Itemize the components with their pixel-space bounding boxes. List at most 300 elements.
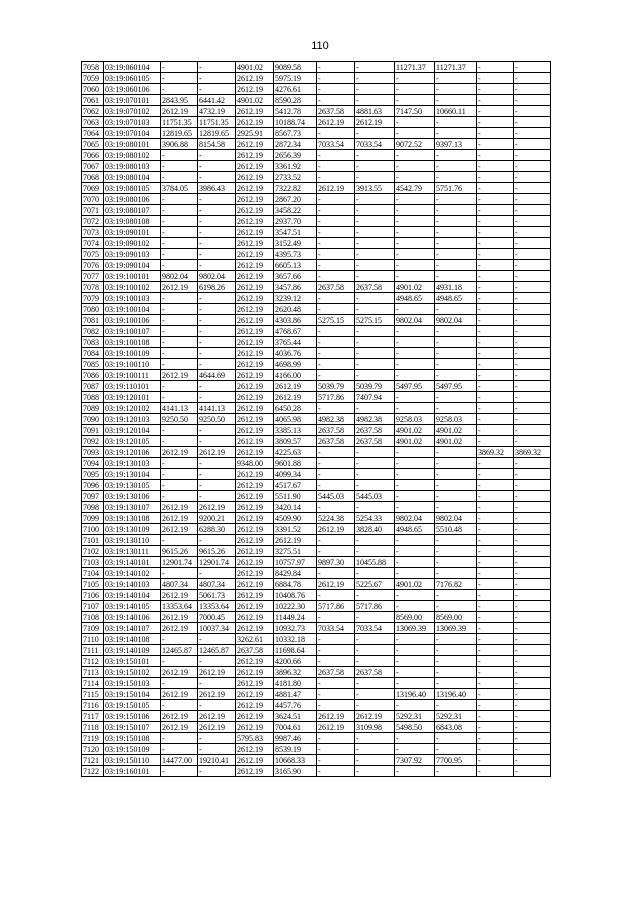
table-cell: -	[514, 601, 551, 612]
table-cell: 7067	[82, 161, 104, 172]
table-cell: 03:19:100103	[104, 293, 161, 304]
table-cell: -	[477, 689, 514, 700]
table-cell: 4200.66	[274, 656, 317, 667]
table-cell: -	[317, 326, 355, 337]
table-row	[82, 502, 551, 513]
table-cell: -	[355, 645, 395, 656]
table-cell: -	[317, 535, 355, 546]
table-cell: 7118	[82, 722, 104, 733]
table-cell: 03:19:060104	[104, 62, 161, 73]
table-cell: 2612.19	[236, 194, 274, 205]
table-cell: -	[198, 436, 236, 447]
table-row	[82, 601, 551, 612]
table-cell: 03:19:150106	[104, 711, 161, 722]
table-cell: 3165.90	[274, 766, 317, 777]
table-row	[82, 447, 551, 458]
table-cell: 2612.19	[161, 722, 198, 733]
table-cell: -	[435, 491, 477, 502]
table-cell: -	[477, 557, 514, 568]
table-cell: 2843.95	[161, 95, 198, 106]
table-cell: 03:19:150109	[104, 744, 161, 755]
table-cell: 7076	[82, 260, 104, 271]
table-cell: 9258.03	[435, 414, 477, 425]
table-cell: 10332.18	[274, 634, 317, 645]
table-cell: 4901.02	[435, 436, 477, 447]
table-cell: -	[477, 458, 514, 469]
table-row	[82, 513, 551, 524]
table-cell: 03:19:120103	[104, 414, 161, 425]
table-cell: 9802.04	[395, 315, 435, 326]
table-cell: 10455.88	[355, 557, 395, 568]
table-cell: -	[395, 337, 435, 348]
table-cell: 10037.34	[198, 623, 236, 634]
table-cell: 2612.19	[198, 689, 236, 700]
table-row	[82, 711, 551, 722]
table-cell: -	[395, 194, 435, 205]
table-cell: -	[198, 326, 236, 337]
table-cell: 9250.50	[198, 414, 236, 425]
table-cell: -	[198, 458, 236, 469]
table-row	[82, 645, 551, 656]
table-cell: 11449.24	[274, 612, 317, 623]
table-cell: -	[514, 458, 551, 469]
table-cell: 2612.19	[317, 117, 355, 128]
table-cell: 03:19:140105	[104, 601, 161, 612]
table-row	[82, 491, 551, 502]
table-cell: 03:19:150105	[104, 700, 161, 711]
table-cell: 7112	[82, 656, 104, 667]
table-cell: 2925.91	[236, 128, 274, 139]
table-cell: -	[477, 711, 514, 722]
table-cell: 2612.19	[236, 436, 274, 447]
table-row	[82, 194, 551, 205]
table-cell: -	[161, 326, 198, 337]
table-cell: 12819.65	[161, 128, 198, 139]
table-cell: 2612.19	[236, 700, 274, 711]
table-cell: -	[435, 678, 477, 689]
table-cell: 03:19:150101	[104, 656, 161, 667]
table-cell: -	[355, 348, 395, 359]
table-cell: 2612.19	[236, 403, 274, 414]
table-cell: 7101	[82, 535, 104, 546]
table-cell: -	[161, 337, 198, 348]
table-cell: -	[161, 172, 198, 183]
table-cell: -	[477, 722, 514, 733]
table-cell: -	[317, 348, 355, 359]
table-row	[82, 458, 551, 469]
table-row	[82, 84, 551, 95]
table-cell: -	[355, 62, 395, 73]
table-cell: 03:19:130103	[104, 458, 161, 469]
table-cell: -	[317, 271, 355, 282]
table-cell: -	[198, 73, 236, 84]
table-cell: -	[514, 425, 551, 436]
table-cell: -	[355, 293, 395, 304]
table-cell: 03:19:100110	[104, 359, 161, 370]
table-cell: -	[514, 183, 551, 194]
table-cell: -	[435, 590, 477, 601]
table-cell: 7098	[82, 502, 104, 513]
table-cell: 2612.19	[161, 106, 198, 117]
table-cell: 9601.88	[274, 458, 317, 469]
table-cell: 7083	[82, 337, 104, 348]
table-cell: -	[514, 238, 551, 249]
table-cell: 2612.19	[161, 689, 198, 700]
table-cell: -	[395, 645, 435, 656]
table-row	[82, 205, 551, 216]
table-cell: -	[514, 260, 551, 271]
table-cell: -	[477, 271, 514, 282]
table-cell: 7033.54	[317, 623, 355, 634]
table-cell: -	[435, 645, 477, 656]
table-cell: -	[395, 370, 435, 381]
table-cell: 10222.30	[274, 601, 317, 612]
table-cell: 3765.44	[274, 337, 317, 348]
table-cell: -	[198, 315, 236, 326]
table-cell: -	[161, 491, 198, 502]
table-cell: -	[161, 436, 198, 447]
table-cell: -	[317, 95, 355, 106]
table-cell: -	[198, 700, 236, 711]
table-cell: 2612.19	[236, 73, 274, 84]
table-cell: 2612.19	[236, 667, 274, 678]
table-cell: 4982.38	[317, 414, 355, 425]
table-cell: 2612.19	[236, 84, 274, 95]
table-cell: 2612.19	[236, 315, 274, 326]
table-cell: 13353.64	[198, 601, 236, 612]
table-cell: -	[161, 249, 198, 260]
table-cell: -	[317, 733, 355, 744]
table-cell: -	[514, 711, 551, 722]
table-cell: -	[477, 128, 514, 139]
table-cell: 03:19:130110	[104, 535, 161, 546]
table-cell: -	[477, 326, 514, 337]
table-cell: 11751.35	[161, 117, 198, 128]
table-cell: 7107	[82, 601, 104, 612]
table-cell: 7113	[82, 667, 104, 678]
table-cell: 6441.42	[198, 95, 236, 106]
table-cell: 12901.74	[161, 557, 198, 568]
table-cell: -	[198, 733, 236, 744]
table-cell: 2612.19	[236, 150, 274, 161]
table-cell: 8539.19	[274, 744, 317, 755]
table-cell: -	[514, 722, 551, 733]
table-cell: 2612.19	[236, 711, 274, 722]
table-cell: 2612.19	[236, 216, 274, 227]
table-cell: -	[514, 227, 551, 238]
table-cell: -	[355, 95, 395, 106]
table-cell: 7071	[82, 205, 104, 216]
table-cell: 10668.33	[274, 755, 317, 766]
table-cell: -	[395, 117, 435, 128]
table-cell: -	[395, 458, 435, 469]
table-cell: -	[435, 535, 477, 546]
table-cell: -	[355, 216, 395, 227]
table-cell: -	[435, 172, 477, 183]
table-cell: -	[477, 139, 514, 150]
table-cell: -	[395, 326, 435, 337]
table-cell: -	[477, 414, 514, 425]
table-row	[82, 667, 551, 678]
table-cell: 4276.61	[274, 84, 317, 95]
table-cell: 9802.04	[161, 271, 198, 282]
table-cell: 9397.13	[435, 139, 477, 150]
table-cell: 3262.61	[236, 634, 274, 645]
table-row	[82, 106, 551, 117]
table-cell: -	[355, 656, 395, 667]
table-cell: -	[198, 337, 236, 348]
table-cell: -	[161, 656, 198, 667]
table-cell: -	[317, 645, 355, 656]
table-cell: 2612.19	[161, 282, 198, 293]
table-cell: 03:19:080107	[104, 205, 161, 216]
table-cell: 7111	[82, 645, 104, 656]
table-cell: 7109	[82, 623, 104, 634]
table-cell: -	[355, 326, 395, 337]
table-cell: -	[355, 733, 395, 744]
table-cell: -	[198, 392, 236, 403]
table-cell: 03:19:130109	[104, 524, 161, 535]
table-cell: -	[514, 348, 551, 359]
table-cell: 7080	[82, 304, 104, 315]
table-cell: 4036.76	[274, 348, 317, 359]
table-cell: -	[514, 282, 551, 293]
table-cell: -	[355, 458, 395, 469]
table-cell: 03:19:130111	[104, 546, 161, 557]
table-cell: 5039.79	[355, 381, 395, 392]
table-cell: -	[477, 513, 514, 524]
table-cell: 2612.19	[161, 524, 198, 535]
table-cell: -	[395, 172, 435, 183]
table-cell: 2612.19	[236, 766, 274, 777]
table-cell: -	[477, 480, 514, 491]
table-cell: -	[161, 293, 198, 304]
table-cell: 03:19:110101	[104, 381, 161, 392]
table-cell: -	[317, 502, 355, 513]
table-cell: -	[435, 216, 477, 227]
table-cell: -	[395, 634, 435, 645]
table-row	[82, 117, 551, 128]
table-cell: 7103	[82, 557, 104, 568]
table-cell: 2637.58	[236, 645, 274, 656]
table-cell: 03:19:140104	[104, 590, 161, 601]
table-cell: -	[317, 766, 355, 777]
table-cell: 2612.19	[161, 667, 198, 678]
table-cell: 5275.15	[317, 315, 355, 326]
table-cell: -	[514, 326, 551, 337]
table-cell: -	[435, 469, 477, 480]
table-row	[82, 733, 551, 744]
table-row	[82, 348, 551, 359]
table-cell: -	[317, 73, 355, 84]
table-cell: 03:19:150107	[104, 722, 161, 733]
table-cell: 3809.57	[274, 436, 317, 447]
table-cell: 7092	[82, 436, 104, 447]
table-cell: -	[317, 370, 355, 381]
table-cell: 2612.19	[161, 447, 198, 458]
table-cell: 03:19:120101	[104, 392, 161, 403]
table-cell: -	[514, 491, 551, 502]
table-cell: 7097	[82, 491, 104, 502]
table-cell: 5445.03	[355, 491, 395, 502]
table-cell: -	[317, 458, 355, 469]
table-cell: -	[161, 150, 198, 161]
table-cell: 2637.58	[317, 282, 355, 293]
table-cell: -	[317, 568, 355, 579]
table-cell: -	[395, 304, 435, 315]
table-cell: 13353.64	[161, 601, 198, 612]
table-cell: 5224.38	[317, 513, 355, 524]
table-cell: -	[355, 403, 395, 414]
table-cell: -	[477, 260, 514, 271]
table-cell: 3896.32	[274, 667, 317, 678]
table-cell: 9987.46	[274, 733, 317, 744]
table-cell: -	[317, 194, 355, 205]
table-cell: -	[514, 414, 551, 425]
table-cell: 9089.58	[274, 62, 317, 73]
table-cell: 2612.19	[236, 359, 274, 370]
table-cell: 2612.19	[317, 183, 355, 194]
table-cell: 03:19:140101	[104, 557, 161, 568]
table-cell: -	[514, 436, 551, 447]
table-cell: 8154.58	[198, 139, 236, 150]
table-cell: -	[477, 161, 514, 172]
table-cell: -	[514, 62, 551, 73]
table-cell: -	[514, 744, 551, 755]
table-cell: -	[161, 216, 198, 227]
table-row	[82, 183, 551, 194]
table-cell: -	[477, 95, 514, 106]
table-cell: 7407.94	[355, 392, 395, 403]
table-cell: -	[514, 293, 551, 304]
table-cell: -	[395, 667, 435, 678]
table-cell: -	[355, 766, 395, 777]
table-cell: 4881.47	[274, 689, 317, 700]
table-cell: 3391.52	[274, 524, 317, 535]
table-cell: 5717.86	[317, 392, 355, 403]
table-cell: -	[317, 62, 355, 73]
table-cell: -	[317, 84, 355, 95]
table-cell: 2637.58	[317, 425, 355, 436]
table-cell: 03:19:150108	[104, 733, 161, 744]
table-cell: 2612.19	[236, 568, 274, 579]
table-cell: -	[477, 491, 514, 502]
table-cell: 7084	[82, 348, 104, 359]
table-cell: -	[477, 84, 514, 95]
table-row	[82, 535, 551, 546]
table-cell: 4065.98	[274, 414, 317, 425]
table-row	[82, 744, 551, 755]
table-cell: -	[477, 381, 514, 392]
table-cell: 7033.54	[355, 623, 395, 634]
table-row	[82, 700, 551, 711]
table-cell: -	[477, 216, 514, 227]
table-cell: 2620.48	[274, 304, 317, 315]
table-cell: 2612.19	[198, 711, 236, 722]
table-cell: -	[395, 238, 435, 249]
table-row	[82, 95, 551, 106]
table-cell: -	[355, 271, 395, 282]
table-cell: 03:19:080108	[104, 216, 161, 227]
table-cell: -	[477, 667, 514, 678]
table-cell: -	[317, 469, 355, 480]
table-cell: 4901.02	[236, 95, 274, 106]
table-cell: -	[161, 678, 198, 689]
table-cell: -	[477, 304, 514, 315]
table-cell: 9200.21	[198, 513, 236, 524]
table-cell: 7094	[82, 458, 104, 469]
table-cell: 03:19:100107	[104, 326, 161, 337]
table-cell: 2612.19	[161, 513, 198, 524]
table-cell: -	[477, 766, 514, 777]
table-cell: 2637.58	[317, 667, 355, 678]
table-cell: 6843.08	[435, 722, 477, 733]
table-cell: -	[161, 260, 198, 271]
table-cell: -	[317, 205, 355, 216]
table-cell: -	[161, 535, 198, 546]
table-cell: -	[355, 755, 395, 766]
table-cell: -	[198, 84, 236, 95]
table-cell: -	[161, 733, 198, 744]
table-cell: 7122	[82, 766, 104, 777]
table-cell: -	[435, 348, 477, 359]
table-cell: 4698.99	[274, 359, 317, 370]
table-cell: -	[514, 700, 551, 711]
table-cell: 5510.48	[435, 524, 477, 535]
table-cell: 7081	[82, 315, 104, 326]
table-cell: -	[395, 700, 435, 711]
table-row	[82, 238, 551, 249]
table-cell: 03:19:160101	[104, 766, 161, 777]
table-cell: -	[477, 469, 514, 480]
table-cell: -	[161, 304, 198, 315]
table-cell: 03:19:070102	[104, 106, 161, 117]
table-cell: -	[435, 634, 477, 645]
table-cell: -	[435, 733, 477, 744]
table-cell: -	[514, 623, 551, 634]
table-row	[82, 656, 551, 667]
table-cell: 03:19:070104	[104, 128, 161, 139]
table-row	[82, 304, 551, 315]
table-cell: 7075	[82, 249, 104, 260]
table-cell: 4931.18	[435, 282, 477, 293]
table-cell: -	[395, 271, 435, 282]
table-cell: -	[317, 260, 355, 271]
table-cell: -	[477, 656, 514, 667]
table-cell: 12465.87	[161, 645, 198, 656]
table-cell: -	[355, 238, 395, 249]
table-cell: 2612.19	[236, 480, 274, 491]
table-cell: -	[355, 150, 395, 161]
table-cell: 12901.74	[198, 557, 236, 568]
table-cell: 7114	[82, 678, 104, 689]
table-cell: 5039.79	[317, 381, 355, 392]
table-cell: 2612.19	[236, 183, 274, 194]
table-cell: 4141.13	[161, 403, 198, 414]
table-cell: -	[477, 535, 514, 546]
table-cell: 03:19:120104	[104, 425, 161, 436]
table-cell: -	[514, 392, 551, 403]
table-cell: 03:19:130107	[104, 502, 161, 513]
table-cell: -	[435, 73, 477, 84]
table-row	[82, 326, 551, 337]
table-cell: 2612.19	[161, 711, 198, 722]
table-cell: 3458.22	[274, 205, 317, 216]
table-cell: -	[514, 766, 551, 777]
table-cell: 2733.52	[274, 172, 317, 183]
table-cell: 7059	[82, 73, 104, 84]
table-cell: 2612.19	[236, 755, 274, 766]
